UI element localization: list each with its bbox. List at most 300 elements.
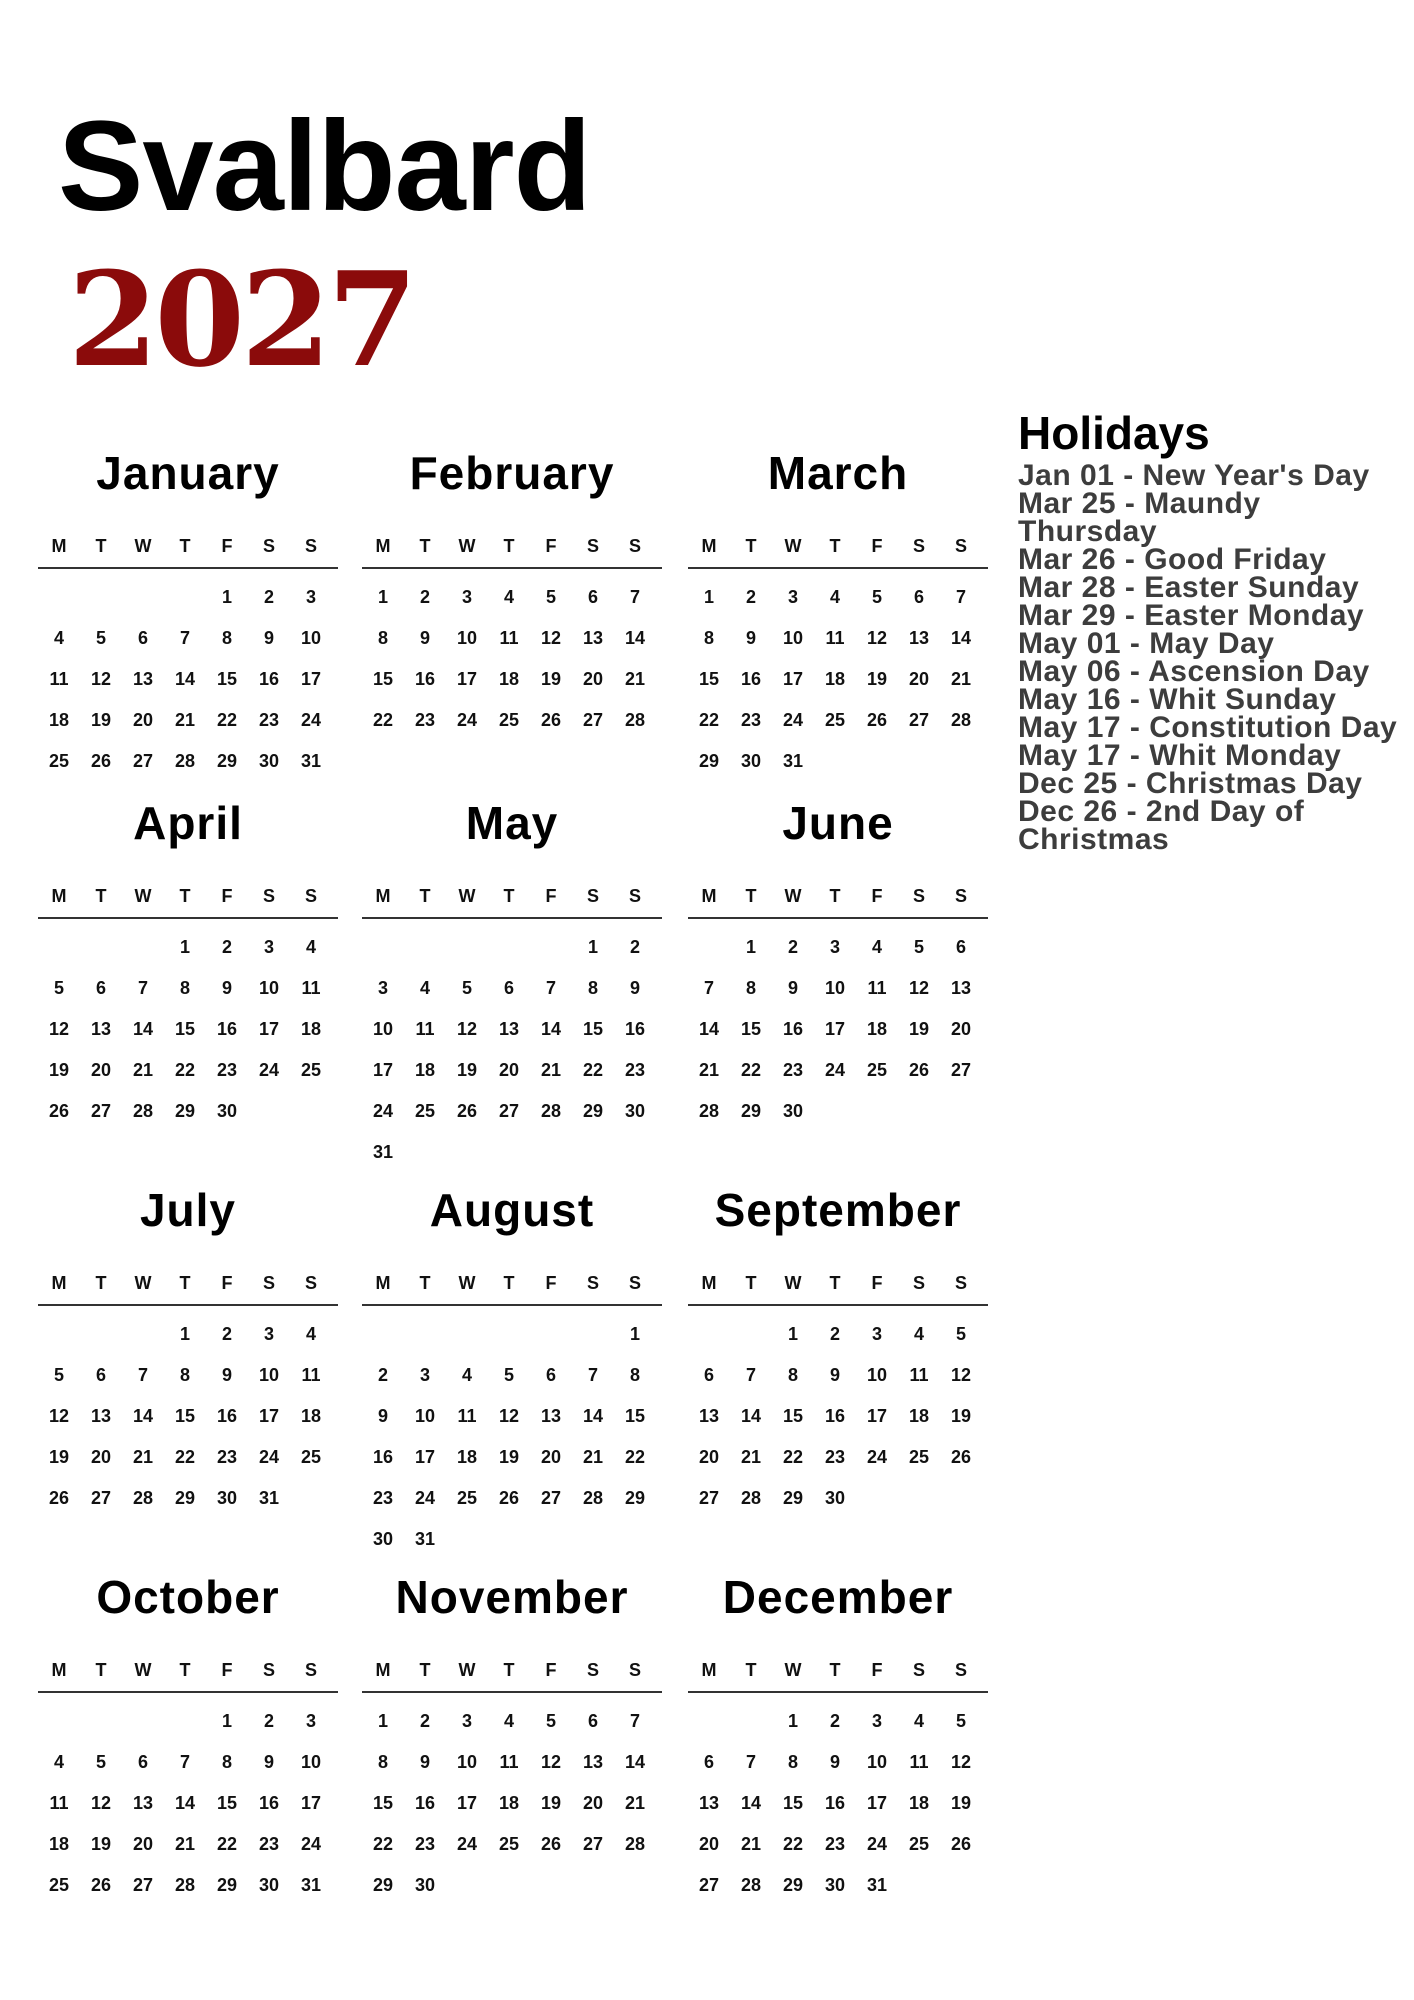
week-row (688, 618, 988, 659)
day-cell: 27 (698, 1875, 720, 1895)
day-cell: 20 (950, 1019, 972, 1039)
day-cell: 2 (787, 937, 798, 957)
week-row (38, 1050, 338, 1091)
day-cell: 20 (90, 1060, 112, 1080)
day-cell: 16 (824, 1406, 846, 1426)
weekday-label: S (586, 1273, 599, 1293)
month-days (38, 1701, 338, 1906)
day-cell: 8 (221, 1752, 232, 1772)
day-cell: 29 (698, 751, 720, 771)
day-cell: 23 (824, 1834, 846, 1854)
week-row (688, 968, 988, 1009)
day-cell: 27 (498, 1101, 520, 1121)
day-cell: 17 (456, 669, 478, 689)
day-cell: 13 (498, 1019, 520, 1039)
weekday-label: S (954, 1273, 967, 1293)
day-cell: 7 (703, 978, 714, 998)
week-row (362, 1783, 662, 1824)
day-cell: 3 (377, 978, 388, 998)
day-cell: 26 (540, 1834, 562, 1854)
weekday-label: M (701, 1273, 717, 1293)
day-cell: 4 (871, 937, 882, 957)
week-row (688, 1009, 988, 1050)
weekday-label: M (51, 1660, 67, 1680)
weekday-label: M (375, 886, 391, 906)
day-cell: 30 (414, 1875, 436, 1895)
day-cell: 10 (372, 1019, 394, 1039)
weekday-header (688, 533, 988, 569)
weekday-label: M (375, 536, 391, 556)
day-cell: 11 (415, 1019, 435, 1039)
day-cell: 30 (216, 1101, 238, 1121)
week-row (38, 1742, 338, 1783)
month-days (362, 1314, 662, 1560)
month-name: August (429, 1184, 595, 1236)
day-cell: 1 (703, 587, 714, 607)
week-row (688, 1824, 988, 1865)
day-cell: 17 (456, 1793, 478, 1813)
weekday-label: S (628, 886, 641, 906)
week-row (362, 1009, 662, 1050)
day-cell: 8 (179, 978, 190, 998)
weekday-header (38, 533, 338, 569)
day-cell: 18 (498, 1793, 520, 1813)
week-row (38, 700, 338, 741)
day-cell: 15 (782, 1406, 804, 1426)
day-cell: 26 (48, 1101, 70, 1121)
weekday-label: T (503, 886, 515, 906)
weekday-label: F (221, 536, 233, 556)
month-name: February (409, 447, 615, 499)
day-cell: 16 (782, 1019, 804, 1039)
day-cell: 25 (300, 1447, 322, 1467)
weekday-label: W (784, 1273, 802, 1293)
day-cell: 8 (221, 628, 232, 648)
day-cell: 11 (49, 669, 69, 689)
weekday-label: S (912, 536, 925, 556)
day-cell: 2 (745, 587, 756, 607)
day-cell: 7 (745, 1365, 756, 1385)
day-cell: 20 (698, 1834, 720, 1854)
week-row (362, 1478, 662, 1519)
day-cell: 18 (300, 1406, 322, 1426)
day-cell: 29 (174, 1101, 196, 1121)
week-row (38, 1783, 338, 1824)
day-cell: 27 (908, 710, 930, 730)
day-cell: 1 (745, 937, 756, 957)
day-cell: 18 (414, 1060, 436, 1080)
day-cell: 31 (372, 1142, 394, 1162)
day-cell: 17 (258, 1019, 280, 1039)
weekday-label: S (912, 886, 925, 906)
day-cell: 2 (419, 587, 430, 607)
weekday-label: W (134, 886, 152, 906)
day-cell: 20 (582, 1793, 604, 1813)
day-cell: 21 (698, 1060, 720, 1080)
day-cell: 3 (461, 587, 472, 607)
week-row (38, 741, 338, 782)
day-cell: 17 (866, 1793, 888, 1813)
day-cell: 13 (698, 1793, 720, 1813)
day-cell: 8 (377, 1752, 388, 1772)
weekday-label: T (179, 1273, 191, 1293)
day-cell: 1 (179, 1324, 190, 1344)
day-cell: 10 (300, 1752, 322, 1772)
day-cell: 22 (174, 1447, 196, 1467)
day-cell: 16 (624, 1019, 646, 1039)
day-cell: 27 (132, 1875, 154, 1895)
weekday-label: S (304, 886, 317, 906)
weekday-label: M (51, 536, 67, 556)
day-cell: 13 (582, 1752, 604, 1772)
year-label: 2027 (68, 243, 414, 396)
day-cell: 12 (90, 1793, 112, 1813)
day-cell: 5 (95, 628, 106, 648)
day-cell: 26 (90, 1875, 112, 1895)
day-cell: 24 (258, 1060, 280, 1080)
day-cell: 25 (908, 1834, 930, 1854)
day-cell: 15 (698, 669, 720, 689)
day-cell: 19 (90, 1834, 112, 1854)
day-cell: 28 (624, 710, 646, 730)
week-row (38, 1437, 338, 1478)
month-name: April (133, 797, 243, 849)
day-cell: 10 (866, 1365, 888, 1385)
day-cell: 11 (825, 628, 845, 648)
day-cell: 20 (582, 669, 604, 689)
day-cell: 7 (179, 628, 190, 648)
holiday-item: Mar 25 - Maundy Thursday (1018, 487, 1261, 548)
weekday-label: W (784, 536, 802, 556)
day-cell: 25 (48, 1875, 70, 1895)
day-cell: 30 (624, 1101, 646, 1121)
week-row (688, 1091, 988, 1132)
day-cell: 1 (629, 1324, 640, 1344)
day-cell: 15 (216, 1793, 238, 1813)
day-cell: 24 (258, 1447, 280, 1467)
day-cell: 3 (461, 1711, 472, 1731)
day-cell: 16 (824, 1793, 846, 1813)
weekday-label: W (784, 1660, 802, 1680)
day-cell: 28 (582, 1488, 604, 1508)
weekday-label: W (458, 1660, 476, 1680)
day-cell: 14 (174, 669, 196, 689)
day-cell: 6 (703, 1365, 714, 1385)
day-cell: 24 (866, 1447, 888, 1467)
week-row (38, 618, 338, 659)
day-cell: 11 (301, 1365, 321, 1385)
month-name: March (767, 447, 909, 499)
day-cell: 4 (461, 1365, 472, 1385)
day-cell: 10 (456, 1752, 478, 1772)
day-cell: 1 (221, 1711, 232, 1731)
weekday-label: T (179, 536, 191, 556)
day-cell: 26 (908, 1060, 930, 1080)
day-cell: 7 (587, 1365, 598, 1385)
week-row (38, 1396, 338, 1437)
day-cell: 15 (782, 1793, 804, 1813)
day-cell: 10 (824, 978, 846, 998)
day-cell: 6 (703, 1752, 714, 1772)
week-row (362, 1355, 662, 1396)
day-cell: 24 (782, 710, 804, 730)
week-row (362, 618, 662, 659)
day-cell: 14 (132, 1406, 154, 1426)
month-name: May (465, 797, 559, 849)
weekday-label: S (954, 1660, 967, 1680)
day-cell: 29 (216, 1875, 238, 1895)
day-cell: 28 (698, 1101, 720, 1121)
weekday-header (362, 1657, 662, 1693)
day-cell: 26 (866, 710, 888, 730)
week-row (38, 1478, 338, 1519)
day-cell: 13 (950, 978, 972, 998)
day-cell: 24 (456, 1834, 478, 1854)
day-cell: 12 (90, 669, 112, 689)
day-cell: 5 (913, 937, 924, 957)
day-cell: 31 (866, 1875, 888, 1895)
weekday-header (38, 1657, 338, 1693)
weekday-label: W (134, 1660, 152, 1680)
holiday-item: Mar 28 - Easter Sunday (1018, 571, 1360, 604)
day-cell: 9 (829, 1365, 840, 1385)
day-cell: 17 (866, 1406, 888, 1426)
holiday-item: Mar 26 - Good Friday (1018, 543, 1327, 576)
weekday-label: S (586, 886, 599, 906)
weekday-header (38, 883, 338, 919)
month-october (38, 1567, 338, 1906)
week-row (362, 1701, 662, 1742)
day-cell: 3 (871, 1711, 882, 1731)
day-cell: 5 (461, 978, 472, 998)
day-cell: 4 (305, 937, 316, 957)
day-cell: 3 (419, 1365, 430, 1385)
day-cell: 9 (263, 628, 274, 648)
day-cell: 31 (258, 1488, 280, 1508)
weekday-label: T (829, 1273, 841, 1293)
day-cell: 21 (540, 1060, 562, 1080)
day-cell: 4 (913, 1324, 924, 1344)
day-cell: 14 (740, 1793, 762, 1813)
day-cell: 1 (787, 1711, 798, 1731)
day-cell: 12 (456, 1019, 478, 1039)
day-cell: 26 (950, 1834, 972, 1854)
month-name: November (395, 1571, 629, 1623)
day-cell: 2 (263, 1711, 274, 1731)
day-cell: 15 (372, 1793, 394, 1813)
day-cell: 6 (503, 978, 514, 998)
weekday-label: T (503, 536, 515, 556)
month-july (38, 1180, 338, 1519)
weekday-label: M (375, 1660, 391, 1680)
day-cell: 19 (540, 669, 562, 689)
day-cell: 29 (582, 1101, 604, 1121)
day-cell: 5 (955, 1324, 966, 1344)
weekday-label: S (628, 1660, 641, 1680)
month-days (362, 927, 662, 1173)
day-cell: 26 (90, 751, 112, 771)
day-cell: 3 (829, 937, 840, 957)
weekday-label: S (628, 536, 641, 556)
day-cell: 18 (908, 1406, 930, 1426)
day-cell: 17 (782, 669, 804, 689)
day-cell: 4 (913, 1711, 924, 1731)
day-cell: 10 (300, 628, 322, 648)
day-cell: 20 (132, 1834, 154, 1854)
day-cell: 22 (624, 1447, 646, 1467)
day-cell: 13 (908, 628, 930, 648)
week-row (38, 1091, 338, 1132)
day-cell: 24 (414, 1488, 436, 1508)
day-cell: 6 (587, 1711, 598, 1731)
day-cell: 12 (950, 1752, 972, 1772)
week-row (362, 1519, 662, 1560)
day-cell: 24 (456, 710, 478, 730)
day-cell: 6 (955, 937, 966, 957)
holiday-item: May 17 - Whit Monday (1018, 739, 1342, 772)
month-december (688, 1567, 988, 1906)
day-cell: 24 (300, 710, 322, 730)
day-cell: 30 (782, 1101, 804, 1121)
holiday-item: Dec 26 - 2nd Day of Christmas (1018, 795, 1305, 856)
day-cell: 3 (263, 937, 274, 957)
day-cell: 3 (871, 1324, 882, 1344)
day-cell: 2 (263, 587, 274, 607)
week-row (38, 1865, 338, 1906)
day-cell: 8 (787, 1752, 798, 1772)
day-cell: 6 (137, 628, 148, 648)
weekday-label: M (701, 886, 717, 906)
week-row (362, 1091, 662, 1132)
day-cell: 18 (456, 1447, 478, 1467)
day-cell: 5 (503, 1365, 514, 1385)
day-cell: 14 (950, 628, 972, 648)
day-cell: 25 (48, 751, 70, 771)
week-row (688, 1742, 988, 1783)
day-cell: 16 (216, 1406, 238, 1426)
weekday-label: S (304, 1660, 317, 1680)
day-cell: 14 (174, 1793, 196, 1813)
day-cell: 28 (540, 1101, 562, 1121)
day-cell: 14 (624, 628, 646, 648)
weekday-label: T (179, 1660, 191, 1680)
day-cell: 9 (263, 1752, 274, 1772)
weekday-label: W (134, 1273, 152, 1293)
week-row (362, 968, 662, 1009)
month-name: September (714, 1184, 962, 1236)
day-cell: 16 (372, 1447, 394, 1467)
day-cell: 28 (624, 1834, 646, 1854)
day-cell: 23 (414, 710, 436, 730)
day-cell: 22 (740, 1060, 762, 1080)
day-cell: 10 (258, 1365, 280, 1385)
day-cell: 23 (216, 1447, 238, 1467)
day-cell: 19 (498, 1447, 520, 1467)
weekday-label: T (419, 886, 431, 906)
day-cell: 10 (414, 1406, 436, 1426)
month-name: June (782, 797, 894, 849)
day-cell: 17 (414, 1447, 436, 1467)
day-cell: 6 (913, 587, 924, 607)
week-row (362, 1865, 662, 1906)
day-cell: 2 (221, 937, 232, 957)
week-row (362, 659, 662, 700)
weekday-label: M (51, 1273, 67, 1293)
day-cell: 22 (216, 710, 238, 730)
day-cell: 27 (90, 1488, 112, 1508)
month-june (688, 793, 988, 1132)
weekday-label: W (458, 886, 476, 906)
week-row (688, 1396, 988, 1437)
weekday-label: F (221, 1273, 233, 1293)
month-name: October (96, 1571, 280, 1623)
day-cell: 23 (258, 1834, 280, 1854)
day-cell: 6 (545, 1365, 556, 1385)
day-cell: 23 (258, 710, 280, 730)
day-cell: 6 (95, 978, 106, 998)
weekday-label: S (262, 886, 275, 906)
day-cell: 15 (174, 1019, 196, 1039)
day-cell: 15 (216, 669, 238, 689)
weekday-header (362, 1270, 662, 1306)
day-cell: 5 (871, 587, 882, 607)
day-cell: 9 (377, 1406, 388, 1426)
weekday-label: T (829, 886, 841, 906)
day-cell: 7 (629, 587, 640, 607)
weekday-label: S (586, 1660, 599, 1680)
day-cell: 7 (629, 1711, 640, 1731)
day-cell: 22 (782, 1834, 804, 1854)
day-cell: 23 (740, 710, 762, 730)
day-cell: 13 (132, 1793, 154, 1813)
weekday-label: S (262, 536, 275, 556)
day-cell: 15 (624, 1406, 646, 1426)
week-row (362, 1314, 662, 1355)
day-cell: 15 (372, 669, 394, 689)
day-cell: 12 (540, 628, 562, 648)
week-row (38, 577, 338, 618)
week-row (38, 1009, 338, 1050)
day-cell: 21 (740, 1447, 762, 1467)
day-cell: 22 (372, 710, 394, 730)
day-cell: 12 (540, 1752, 562, 1772)
weekday-label: F (871, 1660, 883, 1680)
day-cell: 31 (414, 1529, 436, 1549)
day-cell: 8 (745, 978, 756, 998)
day-cell: 21 (740, 1834, 762, 1854)
week-row (38, 1355, 338, 1396)
day-cell: 1 (787, 1324, 798, 1344)
day-cell: 9 (419, 1752, 430, 1772)
day-cell: 29 (624, 1488, 646, 1508)
day-cell: 30 (372, 1529, 394, 1549)
day-cell: 20 (908, 669, 930, 689)
day-cell: 8 (703, 628, 714, 648)
week-row (688, 700, 988, 741)
weekday-label: W (134, 536, 152, 556)
day-cell: 9 (745, 628, 756, 648)
weekday-header (362, 533, 662, 569)
day-cell: 8 (377, 628, 388, 648)
day-cell: 18 (48, 710, 70, 730)
weekday-label: W (784, 886, 802, 906)
day-cell: 9 (221, 978, 232, 998)
week-row (688, 659, 988, 700)
day-cell: 29 (782, 1875, 804, 1895)
month-september (688, 1180, 988, 1519)
day-cell: 29 (782, 1488, 804, 1508)
week-row (688, 1783, 988, 1824)
